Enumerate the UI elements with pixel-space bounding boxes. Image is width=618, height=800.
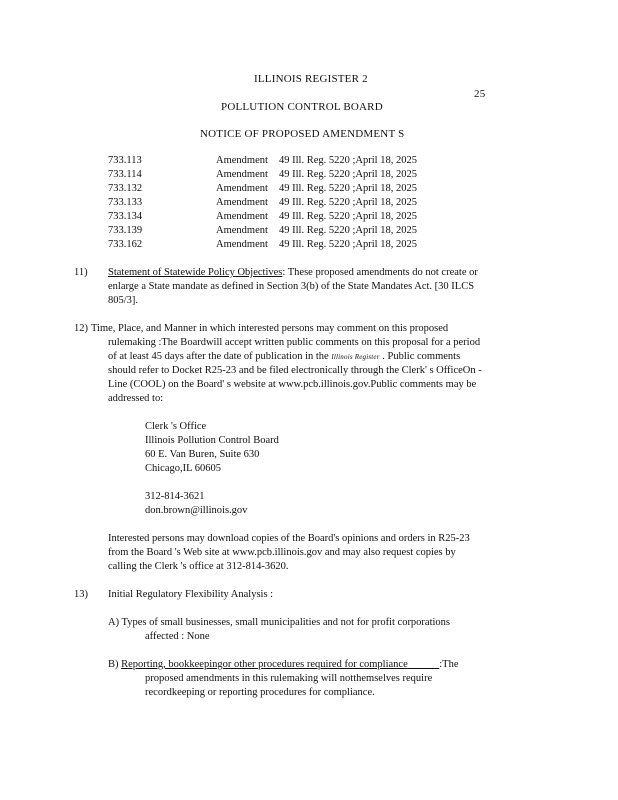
register-citation: 49 Ill. Reg. 5220 ;April 18, 2025 xyxy=(279,169,417,180)
download-line: from the Board 's Web site at www.pcb.illinois.gov and may also request copies by xyxy=(108,547,456,558)
register-header: ILLINOIS REGISTER 2 xyxy=(254,73,368,85)
item-12-line-3-tail: . Public comments xyxy=(382,351,461,362)
proposed-action: Amendment xyxy=(216,197,268,208)
item-13-b-prefix: B) xyxy=(108,659,122,670)
item-12-line-3-text: of at least 45 days after the date of publication in the xyxy=(108,351,329,362)
item-13-b-suffix: :The xyxy=(439,659,459,670)
proposed-action: Amendment xyxy=(216,169,268,180)
section-number: 733.162 xyxy=(108,239,143,250)
phone-number: 312-814-3621 xyxy=(145,491,205,502)
register-italic: Illinois Register xyxy=(331,353,380,361)
item-13-number: 13) xyxy=(74,589,88,600)
address-line: 60 E. Van Buren, Suite 630 xyxy=(145,449,260,460)
item-12-line-5: Line (COOL) on the Board' s website at www.pcb.illinois.gov.Public comments may be xyxy=(108,379,477,390)
table-row xyxy=(108,154,417,168)
item-11-line-1 xyxy=(108,266,478,280)
item-13-b-line-1 xyxy=(108,658,458,672)
register-citation: 49 Ill. Reg. 5220 ;April 18, 2025 xyxy=(279,197,417,208)
item-11-line-2: enlarge a State mandate as defined in Section 3(b) of the State Mandates Act. [30 ILCS xyxy=(108,281,475,292)
board-header: POLLUTION CONTROL BOARD xyxy=(221,101,383,113)
item-12-line-4: should refer to Docket R25-23 and be filed electronically through the Clerk' s OfficeOn - xyxy=(108,365,482,376)
download-line: calling the Clerk 's office at 312-814-3620. xyxy=(108,561,289,572)
item-12-line-2: rulemaking :The Boardwill accept written public comments on this proposal for a period xyxy=(108,337,481,348)
item-12-line-1: Time, Place, and Manner in which interested persons may comment on this proposed xyxy=(91,323,449,334)
table-row xyxy=(108,168,417,182)
download-line: Interested persons may download copies of the Board's opinions and orders in R25-23 xyxy=(108,533,470,544)
table-row xyxy=(108,238,417,252)
table-row xyxy=(108,196,417,210)
item-13-b-underline-gap xyxy=(408,659,440,670)
address-line: Chicago,IL 60605 xyxy=(145,463,222,474)
table-row xyxy=(108,210,417,224)
register-citation: 49 Ill. Reg. 5220 ;April 18, 2025 xyxy=(279,211,417,222)
register-citation: 49 Ill. Reg. 5220 ;April 18, 2025 xyxy=(279,183,417,194)
proposed-action: Amendment xyxy=(216,211,268,222)
item-11-heading: Statement of Statewide Policy Objectives xyxy=(108,267,283,278)
proposed-action: Amendment xyxy=(216,239,268,250)
item-13-heading: Initial Regulatory Flexibility Analysis : xyxy=(108,589,274,600)
page-number: 25 xyxy=(474,88,486,100)
section-number: 733.139 xyxy=(108,225,143,236)
address-line: Clerk 's Office xyxy=(145,421,207,432)
item-11-number: 11) xyxy=(74,267,88,278)
register-citation: 49 Ill. Reg. 5220 ;April 18, 2025 xyxy=(279,239,417,250)
item-13-b-line-2: proposed amendments in this rulemaking will notthemselves require xyxy=(145,673,433,684)
item-12-line-3 xyxy=(108,350,460,364)
email-address[interactable]: don.brown@illinois.gov xyxy=(145,505,248,516)
register-citation: 49 Ill. Reg. 5220 ;April 18, 2025 xyxy=(279,155,417,166)
table-row xyxy=(108,224,417,238)
item-12-number: 12) xyxy=(74,323,88,334)
table-row xyxy=(108,182,417,196)
proposed-action: Amendment xyxy=(216,225,268,236)
section-number: 733.133 xyxy=(108,197,143,208)
register-citation: 49 Ill. Reg. 5220 ;April 18, 2025 xyxy=(279,225,417,236)
proposed-action: Amendment xyxy=(216,155,268,166)
section-number: 733.114 xyxy=(108,169,142,180)
item-12-line-6: addressed to: xyxy=(108,393,164,404)
notice-header: NOTICE OF PROPOSED AMENDMENT S xyxy=(200,128,405,140)
item-11-text: : These proposed amendments do not create or xyxy=(282,267,478,278)
amendments-table xyxy=(108,154,417,252)
section-number: 733.134 xyxy=(108,211,143,222)
address-line: Illinois Pollution Control Board xyxy=(145,435,279,446)
section-number: 733.132 xyxy=(108,183,143,194)
item-13-a-line-2: affected : None xyxy=(145,631,210,642)
proposed-action: Amendment xyxy=(216,183,268,194)
section-number: 733.113 xyxy=(108,155,142,166)
item-13-b-line-3: recordkeeping or reporting procedures for compliance. xyxy=(145,687,375,698)
item-13-b-heading: Reporting, bookkeepingor other procedures required for compliance xyxy=(121,659,408,670)
item-11-line-3: 805/3]. xyxy=(108,295,139,306)
item-13-a-line-1: A) Types of small businesses, small municipalities and not for profit corporations xyxy=(108,617,451,628)
